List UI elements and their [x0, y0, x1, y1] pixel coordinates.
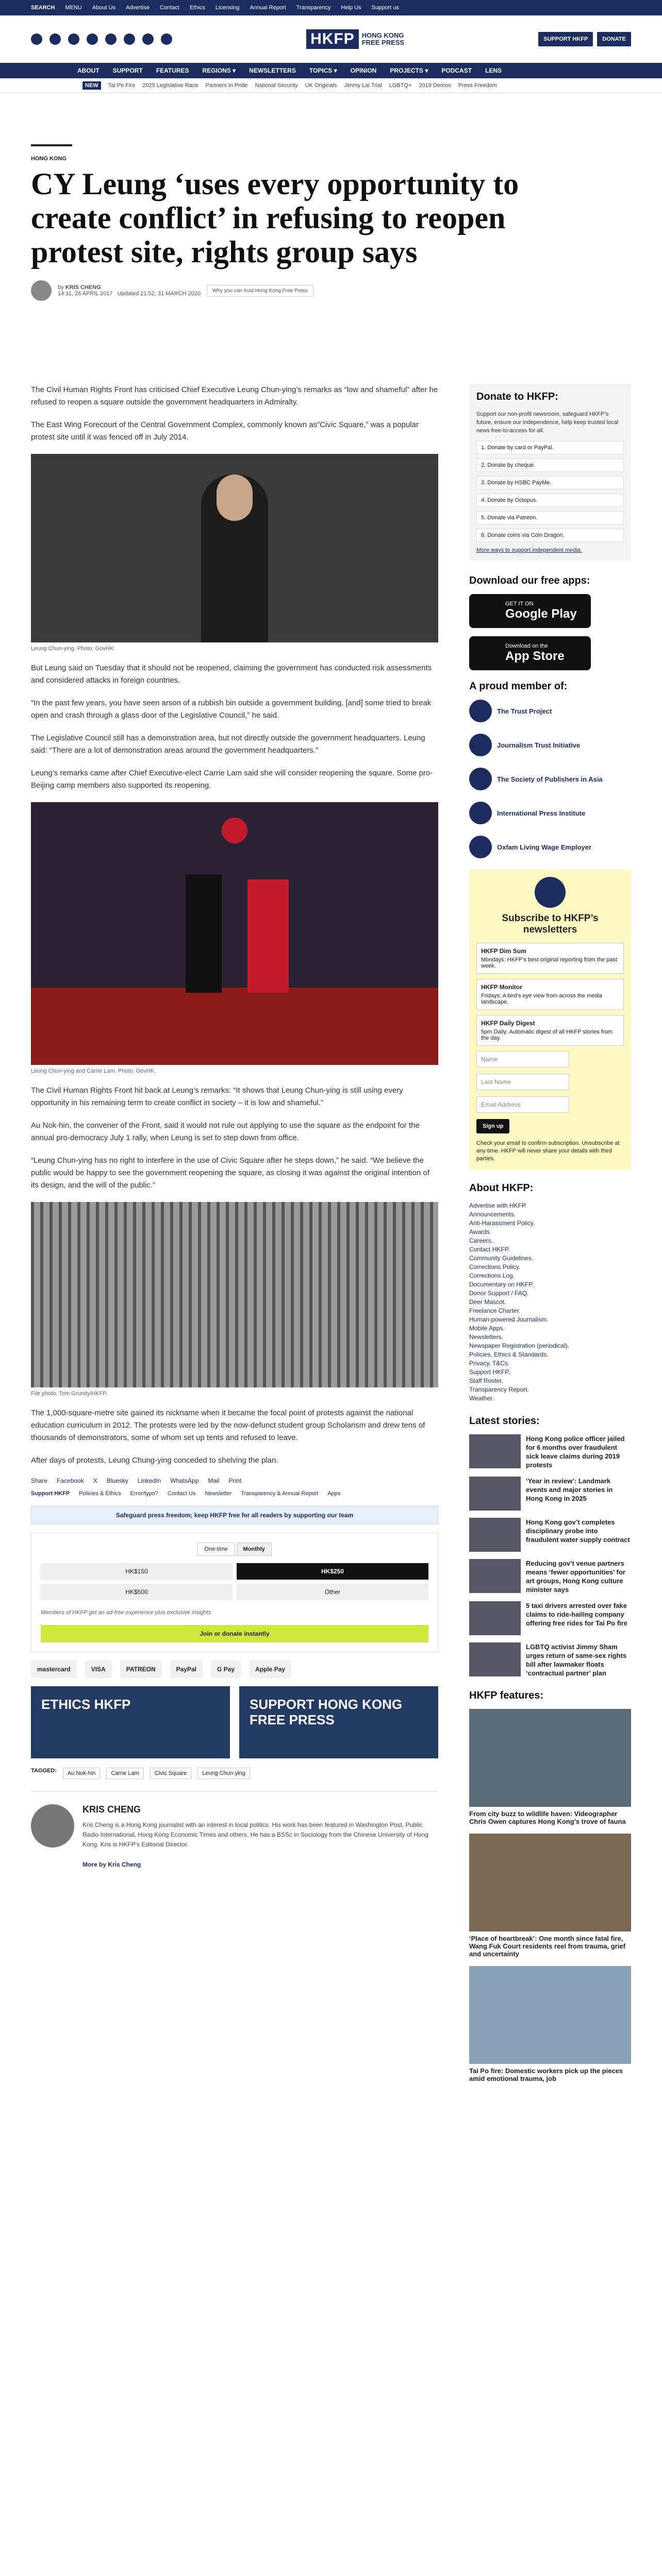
main-nav — [0, 63, 662, 78]
nav-item[interactable]: FEATURES — [156, 67, 189, 74]
article-title: CY Leung ‘uses every opportunity to create conflict’ in refusing to reopen protest site, rights group says — [31, 167, 519, 269]
about-link[interactable]: Announcements. — [469, 1211, 516, 1218]
author-box — [31, 1791, 438, 1880]
feature-story[interactable]: From city buzz to wildlife haven: Videographer Chris Owen captures Hong Kong’s trove of fauna — [469, 1709, 631, 1825]
apple-pay-icon: Apple Pay — [249, 1660, 291, 1678]
menu-link[interactable]: MENU — [65, 5, 82, 11]
about-link[interactable]: Staff Roster. — [469, 1377, 503, 1384]
nav-item[interactable]: ABOUT — [77, 67, 100, 74]
latest-story[interactable]: 5 taxi drivers arrested over fake claims to ride-hailing company offering free rides for Tai Po fire — [469, 1601, 631, 1635]
email-field[interactable]: Email Address — [476, 1096, 569, 1113]
member-jti[interactable]: Journalism Trust Initiative — [469, 734, 631, 756]
about-link[interactable]: Awards. — [469, 1228, 492, 1235]
visa-icon: VISA — [85, 1660, 112, 1678]
latest-story[interactable]: Hong Kong police officer jailed for 6 months over fraudulent sick leave claims during 2019 protests — [469, 1434, 631, 1469]
name-field[interactable]: Name — [476, 1051, 569, 1067]
amount-option[interactable]: HK$500 — [41, 1584, 233, 1600]
article-link[interactable]: Support HKFP — [31, 1490, 70, 1497]
newsletter-option[interactable]: HKFP Monitor Fridays: A bird’s eye view from across the media landscape. — [476, 979, 624, 1010]
latest-story[interactable]: Reducing gov’t venue partners means ‘fewer opportunities’ for art groups, Hong Kong culture minister says — [469, 1559, 631, 1594]
latest-title: Latest stories: — [469, 1415, 540, 1427]
share-x[interactable]: X — [93, 1477, 97, 1484]
x-icon[interactable] — [49, 33, 61, 45]
paypal-icon: PayPal — [170, 1660, 203, 1678]
trust-button[interactable]: Why you can trust Hong Kong Free Press — [207, 285, 313, 297]
nav-item[interactable]: OPINION — [350, 67, 377, 74]
photo-caption: File photo. Tom Grundy/HKFP. — [31, 1391, 108, 1397]
paragraph: Leung’s remarks came after Chief Executive-elect Carrie Lam said she will consider reopening the square. Some pro-Beijing camp members also supported its reopening. — [31, 769, 433, 790]
about-links — [469, 1201, 631, 1403]
about-link[interactable]: Newsletters. — [469, 1333, 504, 1341]
about-link[interactable]: Support HKFP. — [469, 1368, 510, 1376]
donate-intro: Support our non-profit newsroom, safeguard HKFP’s future, ensure our independence, help keep trusted local news free-to-access for all. — [476, 411, 619, 434]
photo-leung-lam — [31, 802, 438, 1065]
apps-title: Download our free apps: — [469, 575, 590, 586]
threads-icon[interactable] — [68, 33, 79, 45]
about-link[interactable]: Contact HKFP. — [469, 1246, 510, 1253]
member-oxfam[interactable]: Oxfam Living Wage Employer — [469, 836, 631, 858]
newsletter-option[interactable]: HKFP Dim Sum Mondays: HKFP’s best original reporting from the past week. — [476, 943, 624, 974]
trending-item[interactable]: Press Freedom — [458, 82, 497, 89]
trending-item[interactable]: Tai Po Fire — [108, 82, 136, 89]
tag[interactable]: Au Nok-hin — [63, 1768, 100, 1779]
transparency-link[interactable]: Transparency — [296, 5, 331, 11]
nav-item[interactable]: NEWSLETTERS — [249, 67, 296, 74]
newsletter-option[interactable]: HKFP Daily Digest 5pm Daily: Automatic digest of all HKFP stories from the day. — [476, 1015, 624, 1046]
article-links — [31, 1490, 438, 1497]
donate-widget — [31, 1533, 438, 1652]
about-link[interactable]: Community Guidelines. — [469, 1255, 534, 1262]
about-link[interactable]: Corrections Log. — [469, 1272, 515, 1279]
about-link[interactable]: Anti-Harassment Policy. — [469, 1219, 535, 1227]
support-link[interactable]: Support us — [371, 5, 399, 11]
about-link[interactable]: Careers. — [469, 1237, 493, 1244]
linkedin-icon[interactable] — [124, 33, 135, 45]
logo-text: HONG KONG FREE PRESS — [361, 31, 405, 46]
author-avatar[interactable] — [31, 280, 52, 301]
trending-item[interactable]: National Security — [255, 82, 298, 89]
tags — [31, 1768, 438, 1779]
video-support[interactable]: SUPPORT HONG KONG FREE PRESS — [239, 1686, 438, 1758]
paragraph: The Civil Human Rights Front has criticised Chief Executive Leung Chun-ying’s remarks as “low and shameful” after he refused to reopen a square outside the government headquarters in Admiralty. — [31, 385, 438, 406]
latest-story[interactable]: LGBTQ activist Jimmy Sham urges return of same-sex rights bill after lawmaker floats ‘contractual partner’ plan — [469, 1642, 631, 1677]
amount-option[interactable]: HK$150 — [41, 1563, 233, 1580]
member-perks: Members of HKFP get an ad-free experience plus exclusive insights — [41, 1609, 211, 1616]
newsletter-note: Check your email to confirm subscription. Unsubscribe at any time. HKFP will never share your details with third parties. — [476, 1140, 620, 1162]
tab-monthly[interactable]: Monthly — [237, 1543, 272, 1556]
paragraph: The Legislative Council still has a demonstration area, but not directly outside the government headquarters. Leung said: “There are a lot of demonstration areas around the government headquarters.” — [31, 734, 425, 755]
donate-title: Donate to HKFP: — [476, 391, 558, 402]
more-by-author-link[interactable]: More by Kris Cheng — [82, 1861, 141, 1868]
donate-option[interactable]: 3. Donate by HSBC PayMe. — [476, 476, 624, 489]
paragraph: “Leung Chun-ying has no right to interfere in the use of Civic Square after he steps down,” he said. “We believe the public would be happy to see the government reopening the square, as closing it was against the original intention of its design, and the will of the public.” — [31, 1156, 429, 1190]
new-badge: NEW — [82, 81, 101, 90]
support-banner[interactable]: Safeguard press freedom; keep HKFP free for all readers by supporting our team — [31, 1506, 438, 1524]
about-link[interactable]: Corrections Policy. — [469, 1263, 521, 1270]
about-link[interactable]: Policies, Ethics & Standards. — [469, 1351, 549, 1358]
donate-button[interactable]: DONATE — [597, 32, 631, 46]
paragraph: The East Wing Forecourt of the Central Government Complex, commonly known as”Civic Square,” was a popular protest site until it was fenced off in July 2014. — [31, 420, 419, 442]
about-link[interactable]: Deer Mascot. — [469, 1298, 506, 1306]
about-link[interactable]: Human-powered Journalism. — [469, 1316, 549, 1323]
support-hkfp-button[interactable]: SUPPORT HKFP — [538, 32, 593, 46]
about-title: About HKFP: — [469, 1182, 534, 1194]
google-pay-icon: G Pay — [211, 1660, 241, 1678]
advertise-link[interactable]: Advertise — [126, 5, 150, 11]
byline: by KRIS CHENG 14:11, 26 APRIL 2017 Updated 21:52, 31 MARCH 2020 Why you can trust Hong Kong Free Press — [31, 280, 631, 301]
about-link[interactable]: Newspaper Registration (periodical). — [469, 1342, 570, 1349]
author-photo[interactable] — [31, 1804, 74, 1848]
site-logo[interactable] — [306, 29, 404, 49]
site-header — [0, 15, 662, 63]
ethics-link[interactable]: Ethics — [189, 5, 205, 11]
photo-caption: Leung Chun-ying. Photo: GovHK. — [31, 646, 115, 652]
photo-civic-square — [31, 1202, 438, 1387]
donate-box — [469, 384, 631, 561]
sidebar — [469, 384, 631, 2091]
about-link[interactable]: Donor Support / FAQ. — [469, 1290, 529, 1297]
member-title: A proud member of: — [469, 681, 568, 692]
nav-item[interactable]: PODCAST — [441, 67, 472, 74]
nav-item[interactable]: REGIONS ▾ — [202, 67, 236, 74]
article-link[interactable]: Policies & Ethics — [79, 1490, 121, 1497]
article-link[interactable]: Error/typo? — [130, 1490, 158, 1497]
member-sopa[interactable]: The Society of Publishers in Asia — [469, 768, 631, 790]
nav-item[interactable]: LENS — [485, 67, 502, 74]
search-link[interactable]: SEARCH — [31, 5, 55, 11]
feature-story[interactable]: ‘Place of heartbreak’: One month since fatal fire, Wang Fuk Court residents reel from trauma, grief and uncertainty — [469, 1834, 631, 1958]
tag[interactable]: Civic Square — [150, 1768, 191, 1779]
tag[interactable]: Carrie Lam — [106, 1768, 143, 1779]
tab-one-time[interactable]: One-time — [197, 1543, 234, 1556]
features-title: HKFP features: — [469, 1690, 544, 1701]
about-link[interactable]: Freelance Charter. — [469, 1307, 521, 1314]
about-link[interactable]: Privacy, T&Cs. — [469, 1360, 510, 1367]
donate-option[interactable]: 5. Donate via Patreon. — [476, 511, 624, 524]
share-mail[interactable]: Mail — [208, 1477, 220, 1484]
author-box-name[interactable]: KRIS CHENG — [82, 1804, 141, 1815]
author-name[interactable]: KRIS CHENG — [65, 284, 101, 291]
category-label[interactable]: HONG KONG — [31, 144, 72, 162]
patreon-icon: PATREON — [120, 1660, 162, 1678]
paragraph: “In the past few years, you have seen arson of a rubbish bin outside a government building, [and] some tried to break open and crash through a glass door of the Legislative Council,” he said. — [31, 699, 432, 720]
logo-mark: HKFP — [306, 29, 359, 49]
feature-story[interactable]: Tai Po fire: Domestic workers pick up the pieces amid emotional trauma, job — [469, 1966, 631, 2082]
publish-date: 14:11, 26 APRIL 2017 — [58, 291, 113, 297]
article-link[interactable]: Transparency & Annual Report — [241, 1490, 319, 1497]
share-bar — [31, 1477, 438, 1484]
trending-item[interactable]: LGBTQ+ — [389, 82, 412, 89]
contact-link[interactable]: Contact — [159, 5, 179, 11]
tags-label: TAGGED: — [31, 1768, 57, 1774]
donate-option[interactable]: 6. Donate coins via Coin Dragon. — [476, 529, 624, 542]
paragraph: The 1,000-square-metre site gained its nickname when it became the focal point of protests against the national education curriculum in 2012. The protests were led by the now-defunct student group Scholarism and drew tens of thousands of demonstrators, some of whom set up tents and refused to leave. — [31, 1409, 425, 1442]
trending-nav — [0, 78, 662, 93]
share-print[interactable]: Print — [228, 1477, 242, 1484]
member-ipi[interactable]: International Press Institute — [469, 802, 631, 824]
about-link[interactable]: Mobile Apps. — [469, 1325, 505, 1332]
paragraph: The Civil Human Rights Front hit back at Leung’s remarks: “It shows that Leung Chun-ying is still using every opportunity in his remaining term to create conflict in society – it is low and shameful.” — [31, 1086, 403, 1107]
about-link[interactable]: Weather. — [469, 1395, 494, 1402]
share-bluesky[interactable]: Bluesky — [106, 1477, 128, 1484]
join-button[interactable]: Join or donate instantly — [41, 1625, 428, 1642]
about-link[interactable]: About Us — [92, 5, 116, 11]
google-play-button[interactable]: GET IT ON Google Play — [469, 594, 591, 628]
latest-story[interactable]: Hong Kong gov’t completes disciplinary probe into fraudulent water supply contract — [469, 1518, 631, 1552]
share-whatsapp[interactable]: WhatsApp — [170, 1477, 199, 1484]
last-name-field[interactable]: Last Name — [476, 1074, 569, 1090]
rss-icon[interactable] — [161, 33, 172, 45]
nav-item[interactable]: SUPPORT — [112, 67, 143, 74]
nav-item[interactable]: TOPICS ▾ — [309, 67, 337, 74]
article-body — [31, 384, 438, 1880]
payment-methods — [31, 1660, 438, 1678]
share-label: Share — [31, 1477, 48, 1484]
trending-item[interactable]: Partners in Pride — [205, 82, 248, 89]
help-link[interactable]: Help Us — [341, 5, 361, 11]
trending-item[interactable]: UK Originals — [305, 82, 337, 89]
youtube-icon[interactable] — [105, 33, 117, 45]
latest-story[interactable]: ‘Year in review’: Landmark events and major stories in Hong Kong in 2025 — [469, 1477, 631, 1511]
licensing-link[interactable]: Licensing — [215, 5, 240, 11]
paragraph: Au Nok-hin, the convener of the Front, said it would not rule out applying to use the square as the endpoint for the annual pro-democracy July 1 rally, when Leung is set to step down from office. — [31, 1121, 420, 1142]
signup-button[interactable]: Sign up — [476, 1119, 509, 1133]
trending-item[interactable]: Jimmy Lai Trial — [344, 82, 382, 89]
share-linkedin[interactable]: LinkedIn — [137, 1477, 161, 1484]
hkfp-badge-icon — [535, 877, 566, 908]
member-trust-project[interactable]: The Trust Project — [469, 700, 631, 722]
amount-option[interactable]: Other — [237, 1584, 428, 1600]
donate-option[interactable]: 4. Donate by Octopus. — [476, 494, 624, 507]
share-facebook[interactable]: Facebook — [57, 1477, 84, 1484]
about-link[interactable]: Transparency Report. — [469, 1386, 529, 1393]
about-link[interactable]: Advertise with HKFP. — [469, 1202, 527, 1209]
updated-date: Updated 21:52, 31 MARCH 2020 — [117, 291, 201, 297]
article-link[interactable]: Apps — [327, 1490, 341, 1497]
paragraph: After days of protests, Leung Chung-ying conceded to shelving the plan. — [31, 1456, 278, 1465]
instagram-icon[interactable] — [87, 33, 98, 45]
photo-leung — [31, 454, 438, 642]
about-link[interactable]: Documentary on HKFP. — [469, 1281, 534, 1288]
telegram-icon[interactable] — [142, 33, 154, 45]
newsletter-box — [469, 870, 631, 1170]
newsletter-title: Subscribe to HKFP’s newsletters — [502, 913, 599, 935]
paragraph: But Leung said on Tuesday that it should not be reopened, claiming the government has conducted risk assessments and considered attacks in foreign countries. — [31, 664, 432, 685]
trending-item[interactable]: 2019 Demos — [419, 82, 451, 89]
article-link[interactable]: Newsletter — [205, 1490, 232, 1497]
app-store-button[interactable]: Download on the App Store — [469, 636, 591, 670]
social-icons — [31, 33, 172, 45]
donate-option[interactable]: 2. Donate by cheque. — [476, 459, 624, 472]
tag[interactable]: Leung Chun-ying — [197, 1768, 250, 1779]
amount-option-selected[interactable]: HK$250 — [237, 1563, 428, 1580]
donate-option[interactable]: 1. Donate by card or PayPal. — [476, 441, 624, 454]
annual-report-link[interactable]: Annual Report — [250, 5, 286, 11]
top-bar — [0, 0, 662, 15]
photo-caption: Leung Chun-ying and Carrie Lam. Photo: GovHK. — [31, 1068, 156, 1074]
author-bio: Kris Cheng is a Hong Kong journalist with an interest in local politics. His work has been featured in Washington Post, Public Radio International, Hong Kong Economic Times and others. He has a BSSc in Sociology from the Chinese University of Hong Kong. Kris is HKFP's Editorial Director. — [82, 1821, 429, 1848]
more-ways-link[interactable]: More ways to support independent media. — [476, 547, 582, 553]
video-ethics[interactable]: ETHICS HKFP — [31, 1686, 230, 1758]
trending-item[interactable]: 2025 Legislative Race — [142, 82, 198, 89]
nav-item[interactable]: PROJECTS ▾ — [390, 67, 428, 74]
article-link[interactable]: Contact Us — [167, 1490, 196, 1497]
mastercard-icon: mastercard — [31, 1660, 77, 1678]
facebook-icon[interactable] — [31, 33, 42, 45]
